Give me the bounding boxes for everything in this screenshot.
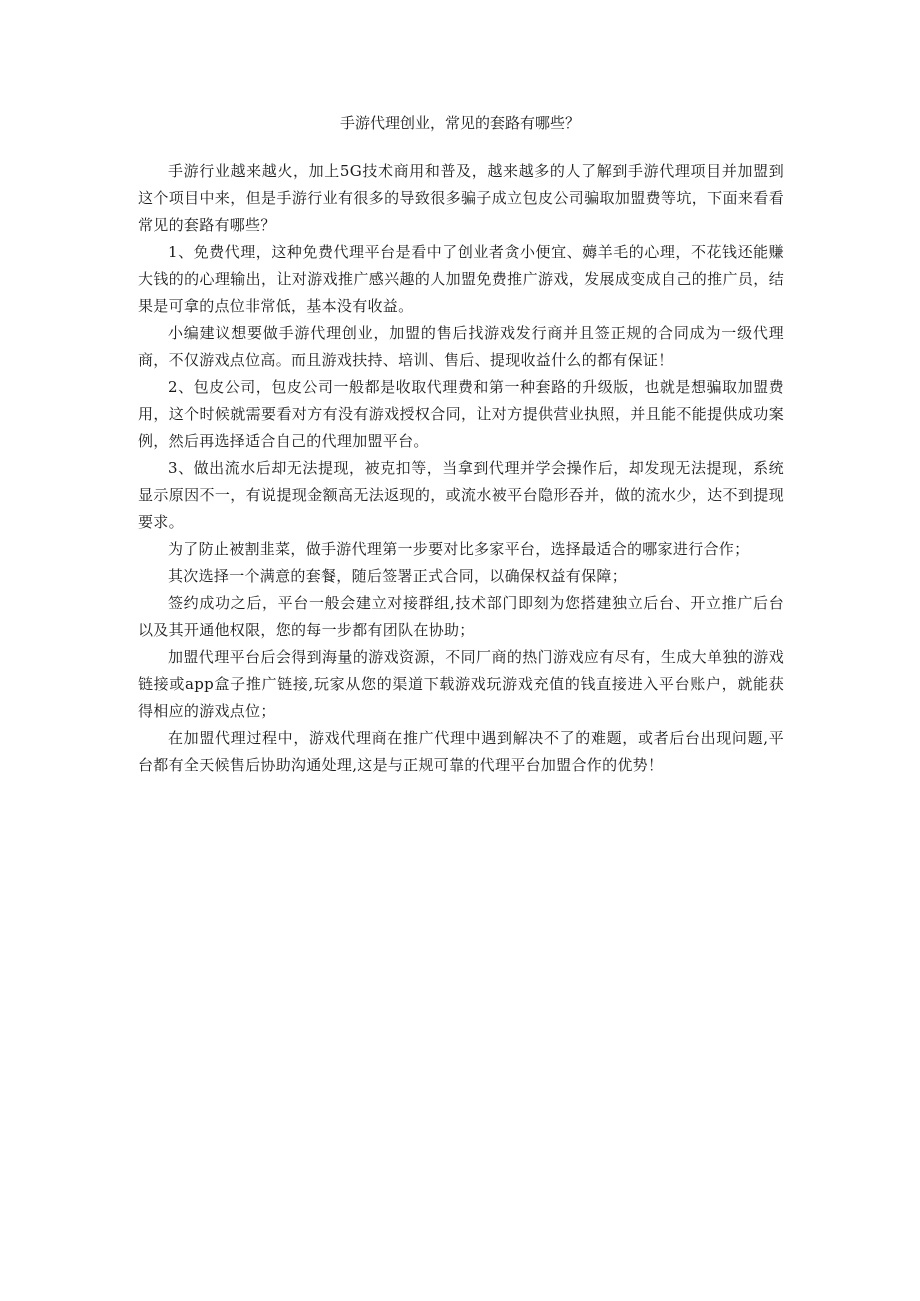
paragraph-game-resources: 加盟代理平台后会得到海量的游戏资源，不同厂商的热门游戏应有尽有，生成大单独的游戏链接或app盒子推广链接,玩家从您的渠道下载游戏玩游戏充值的钱直接进入平台账户，就能获得相应的游戏点位； xyxy=(138,648,784,720)
paragraph-choose-package: 其次选择一个满意的套餐，随后签署正式合同，以确保权益有保障； xyxy=(168,567,628,585)
paragraph-after-signing: 签约成功之后，平台一般会建立对接群组,技术部门即刻为您搭建独立后台、开立推广后台以及其开通他权限，您的每一步都有团队在协助； xyxy=(138,594,784,639)
paragraph-intro: 手游行业越来越火，加上5G技术商用和普及，越来越多的人了解到手游代理项目并加盟到这个项目中来，但是手游行业有很多的导致很多骗子成立包皮公司骗取加盟费等坑，下面来看看常见的套路有哪些？ xyxy=(138,162,784,234)
paragraph-withdrawal-issue: 3、做出流水后却无法提现，被克扣等，当拿到代理并学会操作后，却发现无法提现，系统显示原因不一，有说提现金额高无法返现的，或流水被平台隐形吞并，做的流水少，达不到提现要求。 xyxy=(138,459,784,531)
document-title: 手游代理创业，常见的套路有哪些？ xyxy=(339,114,580,132)
paragraph-shell-company: 2、包皮公司，包皮公司一般都是收取代理费和第一种套路的升级版，也就是想骗取加盟费用，这个时候就需要看对方有没有游戏授权合同，让对方提供营业执照，并且能不能提供成功案例，然后再选择适合自己的代理加盟平台。 xyxy=(138,378,784,450)
paragraph-support: 在加盟代理过程中，游戏代理商在推广代理中遇到解决不了的难题，或者后台出现问题,平台都有全天候售后协助沟通处理,这是与正规可靠的代理平台加盟合作的优势！ xyxy=(138,729,784,774)
paragraph-editor-advice: 小编建议想要做手游代理创业，加盟的售后找游戏发行商并且签正规的合同成为一级代理商，不仅游戏点位高。而且游戏扶持、培训、售后、提现收益什么的都有保证！ xyxy=(138,324,784,369)
paragraph-compare-platforms: 为了防止被割韭菜，做手游代理第一步要对比多家平台，选择最适合的哪家进行合作； xyxy=(168,540,750,558)
document-body xyxy=(138,158,784,779)
paragraph-free-agent: 1、免费代理，这种免费代理平台是看中了创业者贪小便宜、薅羊毛的心理，不花钱还能赚大钱的的心理输出，让对游戏推广感兴趣的人加盟免费推广游戏，发展成变成自己的推广员，结果是可拿的点位非常低，基本没有收益。 xyxy=(138,243,784,315)
